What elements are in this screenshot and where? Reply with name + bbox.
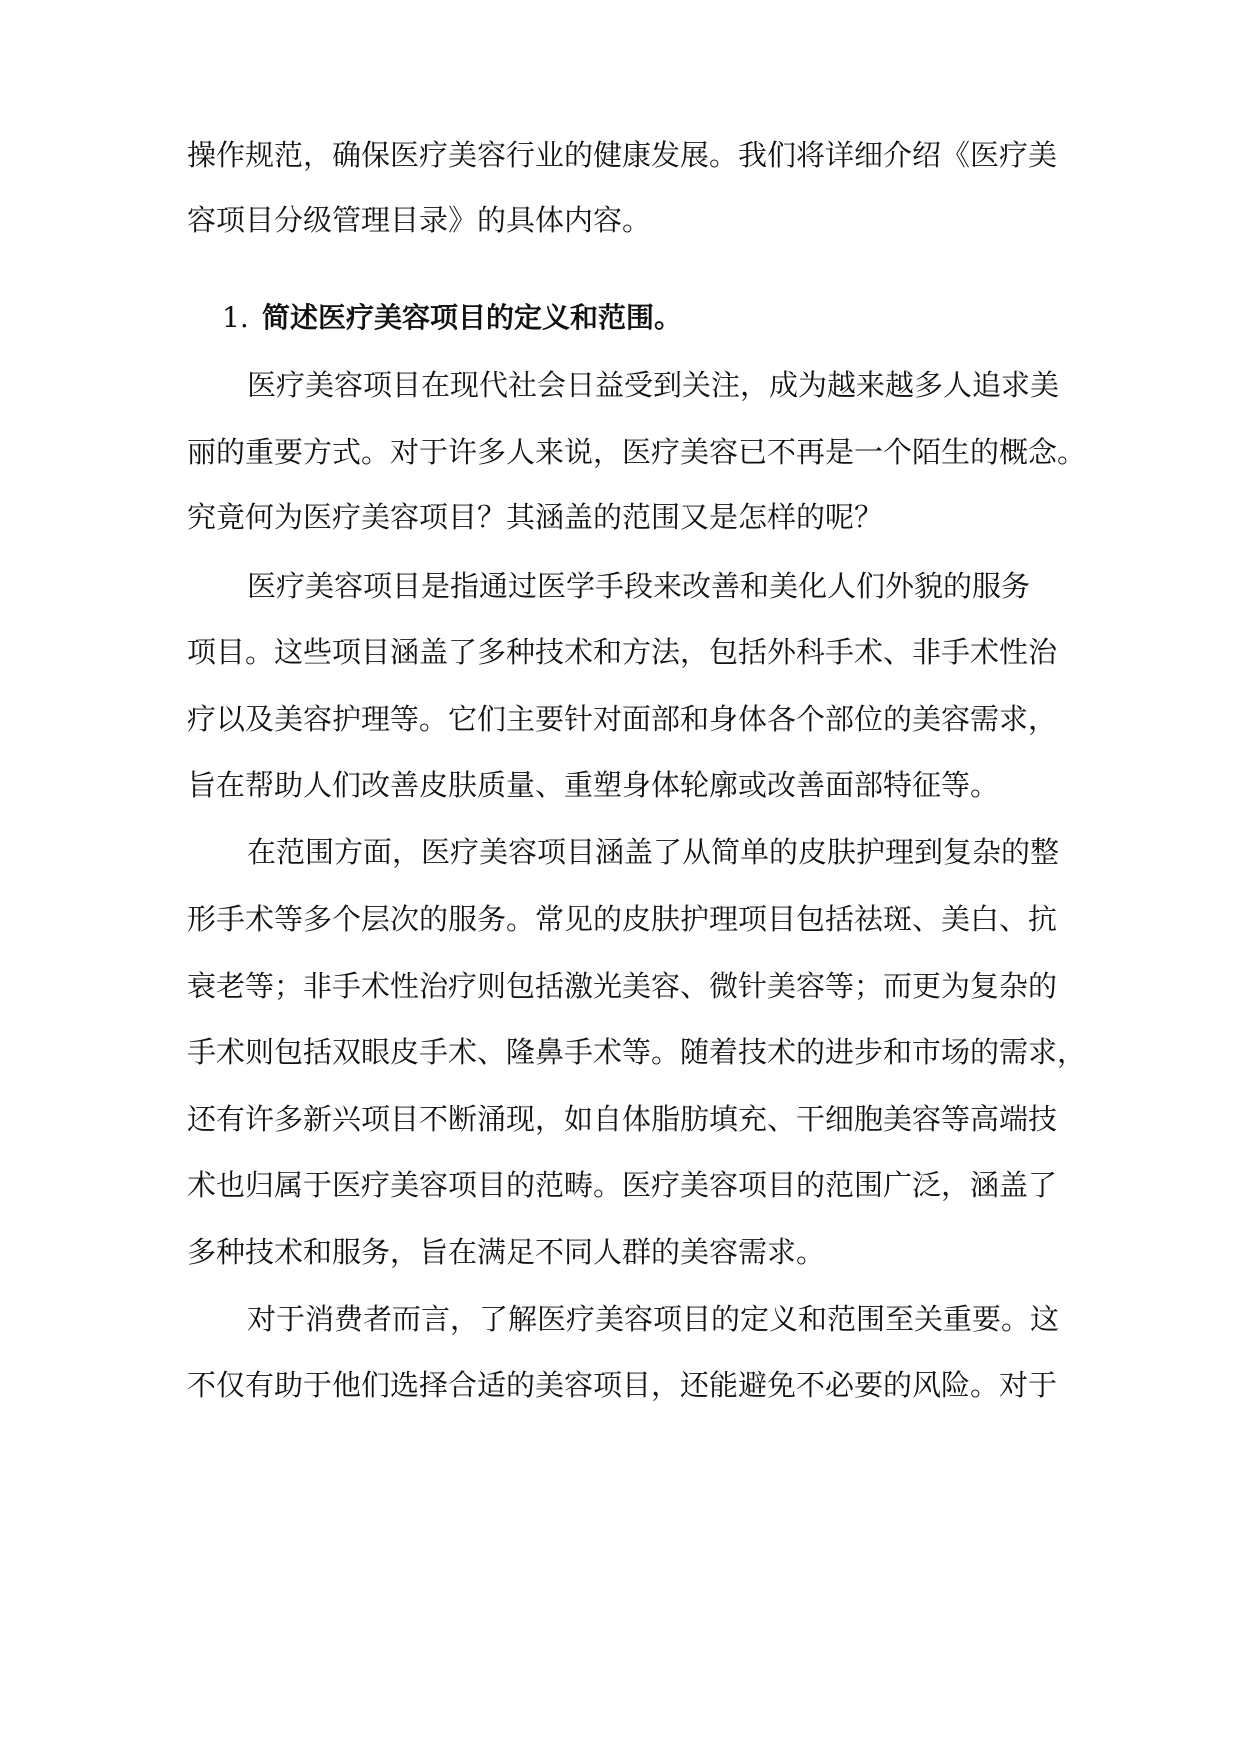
intro-line-1: 操作规范，确保医疗美容行业的健康发展。我们将详细介绍《医疗美 bbox=[187, 138, 1058, 172]
paragraph-1-line-1: 医疗美容项目在现代社会日益受到关注，成为越来越多人追求美 bbox=[247, 368, 1060, 402]
intro-line-2: 容项目分级管理目录》的具体内容。 bbox=[187, 203, 652, 237]
paragraph-2-line-2: 项目。这些项目涵盖了多种技术和方法，包括外科手术、非手术性治 bbox=[187, 635, 1058, 669]
paragraph-4-line-1: 对于消费者而言，了解医疗美容项目的定义和范围至关重要。这 bbox=[247, 1302, 1060, 1336]
section-title: 简述医疗美容项目的定义和范围。 bbox=[262, 301, 683, 334]
paragraph-3-line-6: 术也归属于医疗美容项目的范畴。医疗美容项目的范围广泛，涵盖了 bbox=[187, 1168, 1058, 1202]
paragraph-2-line-4: 旨在帮助人们改善皮肤质量、重塑身体轮廓或改善面部特征等。 bbox=[187, 768, 1000, 802]
paragraph-2-line-3: 疗以及美容护理等。它们主要针对面部和身体各个部位的美容需求， bbox=[187, 702, 1058, 736]
paragraph-3-line-7: 多种技术和服务，旨在满足不同人群的美容需求。 bbox=[187, 1235, 826, 1269]
section-heading bbox=[222, 288, 1032, 348]
paragraph-3-line-1: 在范围方面，医疗美容项目涵盖了从简单的皮肤护理到复杂的整 bbox=[247, 835, 1060, 869]
paragraph-1-line-3: 究竟何为医疗美容项目？其涵盖的范围又是怎样的呢？ bbox=[187, 500, 884, 534]
paragraph-3-line-4: 手术则包括双眼皮手术、隆鼻手术等。随着技术的进步和市场的需求， bbox=[187, 1035, 1087, 1069]
paragraph-1-line-2: 丽的重要方式。对于许多人来说，医疗美容已不再是一个陌生的概念。 bbox=[187, 435, 1087, 469]
paragraph-3-line-5: 还有许多新兴项目不断涌现，如自体脂肪填充、干细胞美容等高端技 bbox=[187, 1102, 1058, 1136]
paragraph-2-line-1: 医疗美容项目是指通过医学手段来改善和美化人们外貌的服务 bbox=[247, 569, 1031, 603]
section-number: 1. bbox=[222, 301, 249, 334]
paragraph-4-line-2: 不仅有助于他们选择合适的美容项目，还能避免不必要的风险。对于 bbox=[187, 1368, 1058, 1402]
paragraph-3-line-2: 形手术等多个层次的服务。常见的皮肤护理项目包括祛斑、美白、抗 bbox=[187, 902, 1058, 936]
paragraph-3-line-3: 衰老等；非手术性治疗则包括激光美容、微针美容等；而更为复杂的 bbox=[187, 969, 1058, 1003]
